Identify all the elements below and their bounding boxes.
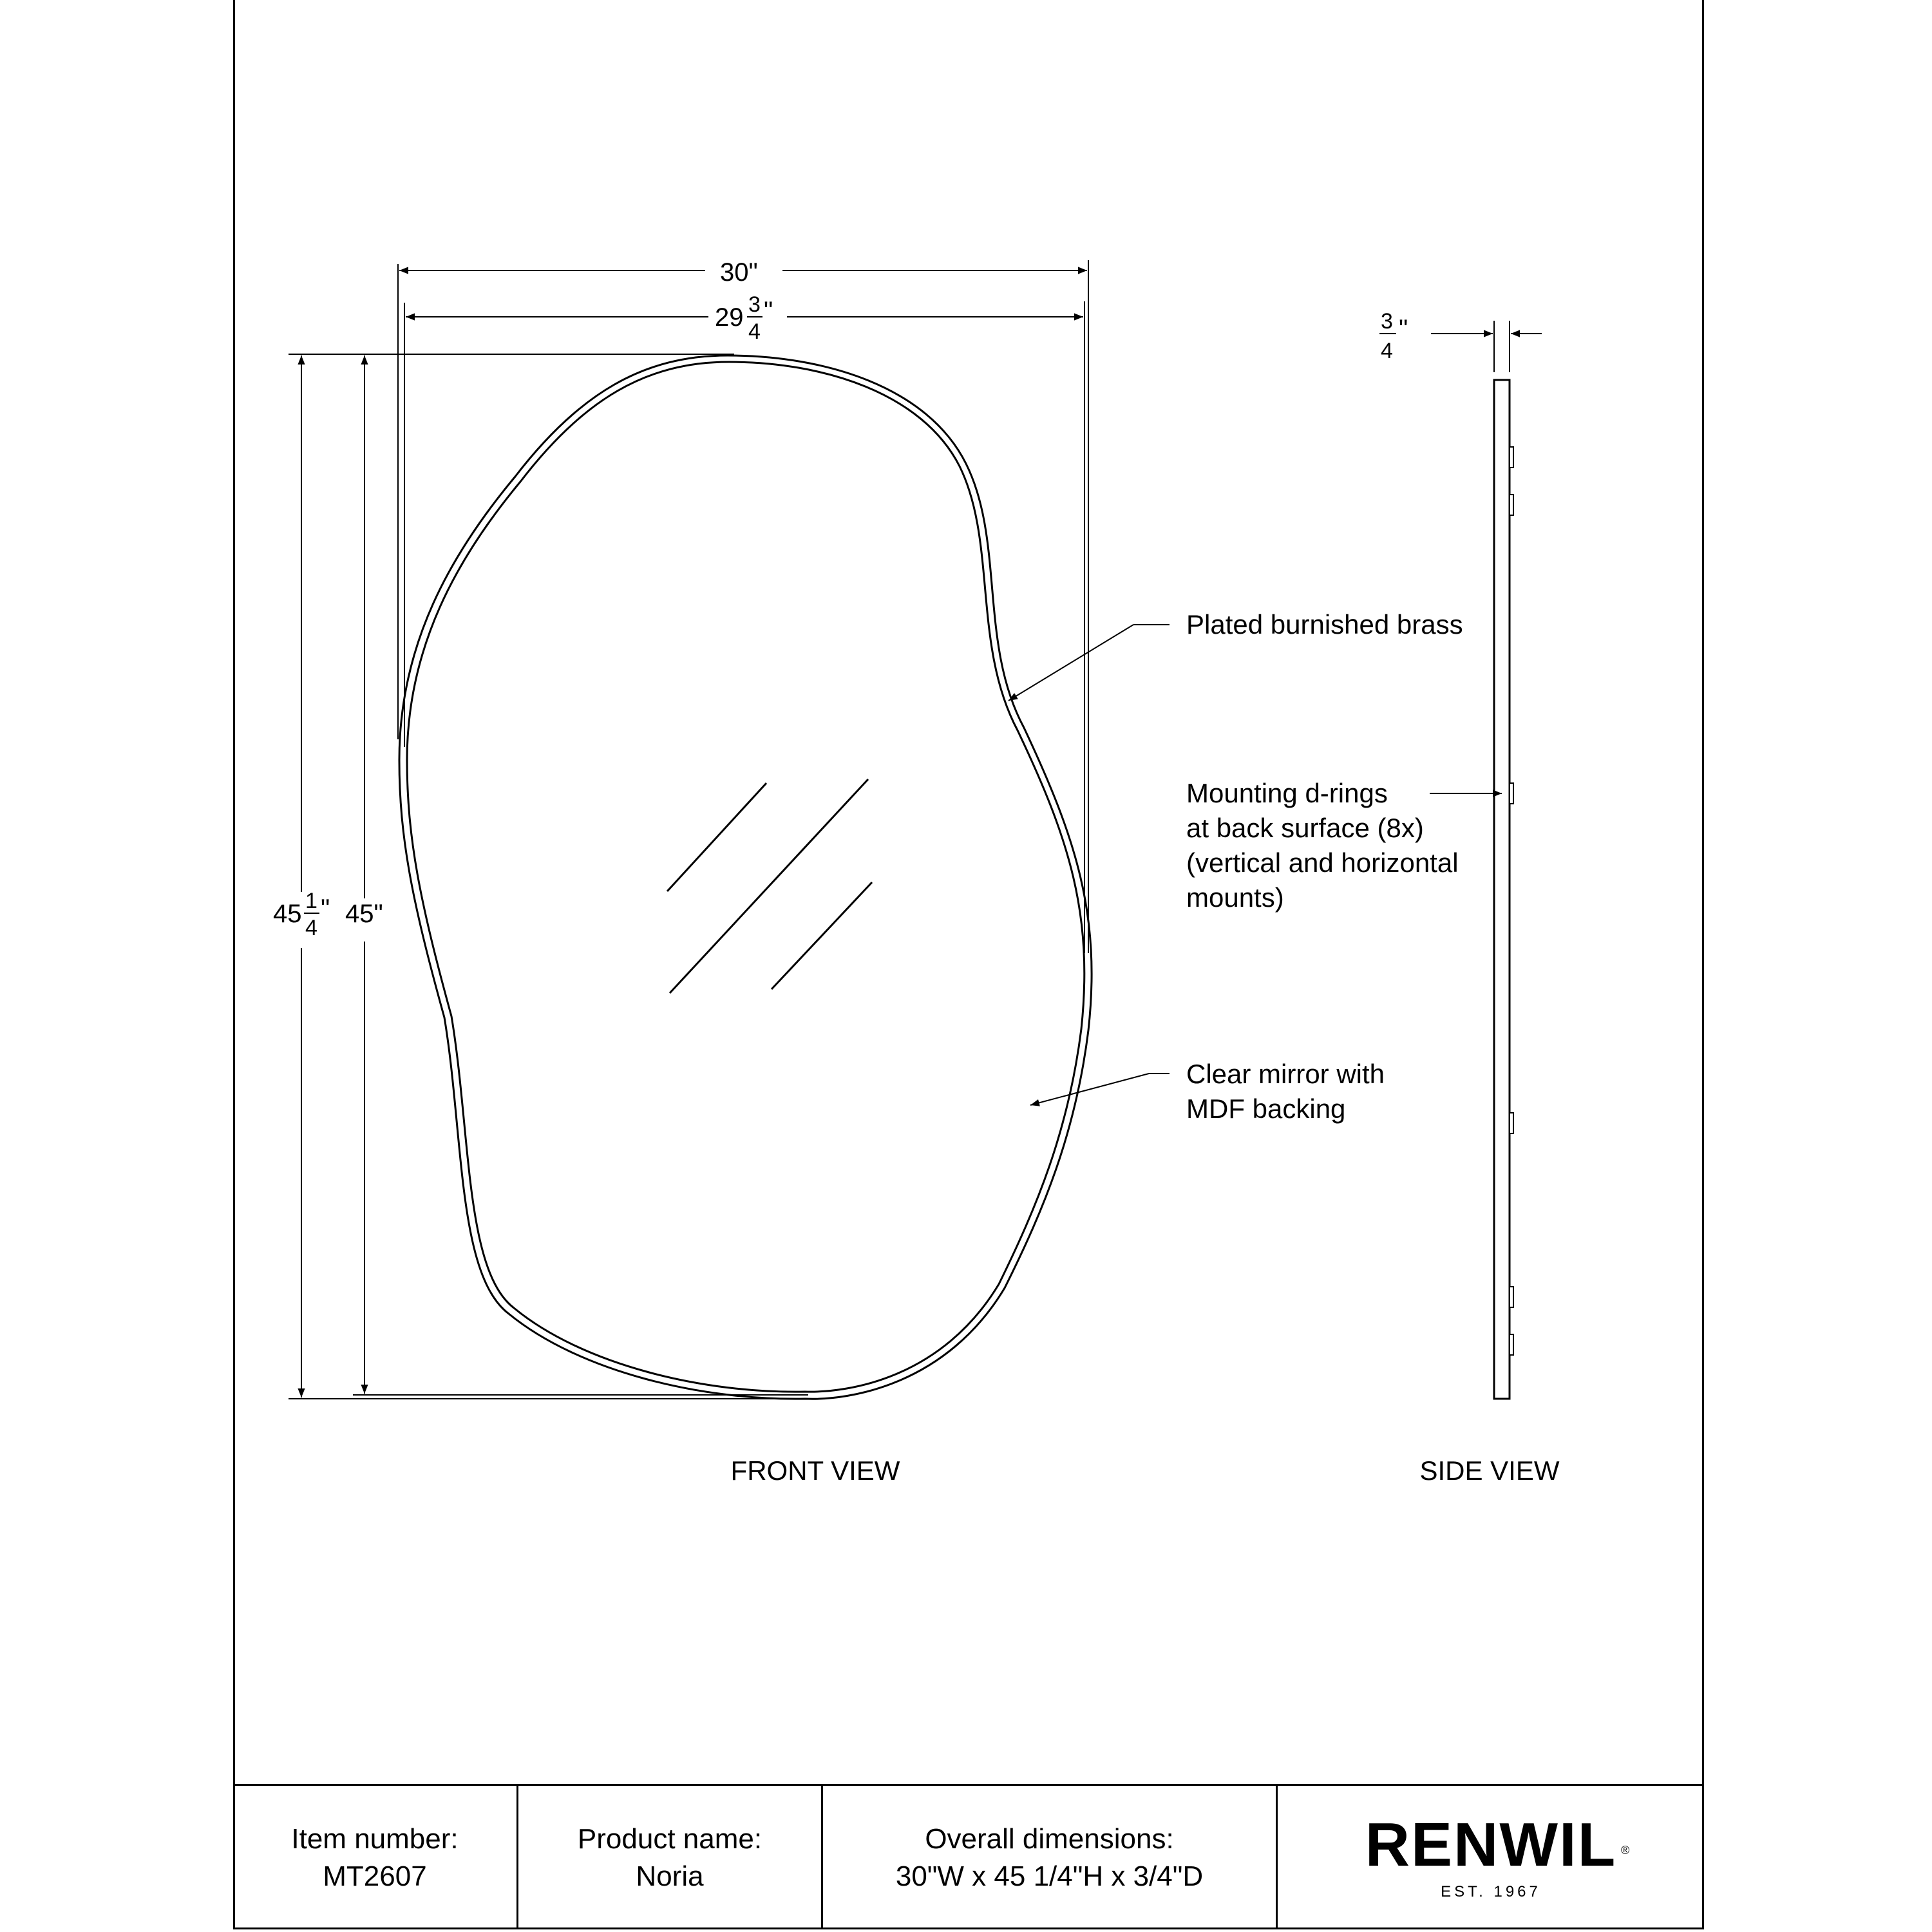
callout-frame-text: Plated burnished brass xyxy=(1186,609,1463,639)
registered-mark: ® xyxy=(1621,1843,1631,1857)
item-number-label: Item number: xyxy=(291,1823,459,1855)
side-view-panel xyxy=(1494,380,1510,1399)
item-number-cell xyxy=(233,1786,518,1929)
d-ring xyxy=(1510,1113,1513,1133)
depth-unit: " xyxy=(1399,315,1408,343)
width-inner-denominator: 4 xyxy=(748,319,761,344)
product-name-label: Product name: xyxy=(577,1823,762,1855)
brand-wordmark: RENWIL xyxy=(1365,1810,1617,1879)
reflection-line xyxy=(670,779,868,993)
reflection-line xyxy=(667,783,766,891)
overall-dimensions-cell xyxy=(823,1786,1278,1929)
d-ring xyxy=(1510,1287,1513,1307)
overall-dimensions-value: 30"W x 45 1/4"H x 3/4"D xyxy=(895,1860,1204,1892)
product-name-cell xyxy=(518,1786,823,1929)
d-ring xyxy=(1510,447,1513,468)
callout-frame xyxy=(1009,609,1463,701)
item-number-value: MT2607 xyxy=(323,1860,427,1892)
width-inner-numerator: 3 xyxy=(748,292,761,317)
d-ring xyxy=(1510,495,1513,515)
dimension-height-inner xyxy=(345,355,383,1394)
title-block xyxy=(233,1784,1704,1929)
d-ring xyxy=(1510,783,1513,804)
height-outer-whole: 45 xyxy=(273,900,302,928)
overall-dimensions-label: Overall dimensions: xyxy=(925,1823,1174,1855)
height-outer-unit: " xyxy=(321,895,330,923)
front-view-label: FRONT VIEW xyxy=(730,1455,900,1486)
dimension-width-outer xyxy=(399,258,1087,287)
width-outer-label: 30" xyxy=(720,258,758,287)
glass-reflection-lines xyxy=(667,779,872,993)
mirror-outer-edge xyxy=(399,355,1092,1399)
mirror-outline xyxy=(399,355,1092,1399)
brand-cell xyxy=(1278,1786,1704,1929)
height-outer-denominator: 4 xyxy=(305,916,317,940)
side-view-label: SIDE VIEW xyxy=(1419,1455,1560,1486)
side-view-profile xyxy=(1494,380,1513,1399)
callout-d-rings-line-4: mounts) xyxy=(1186,882,1284,913)
depth-denominator: 4 xyxy=(1381,339,1393,363)
brand-logo xyxy=(1365,1810,1631,1879)
reflection-line xyxy=(772,882,872,989)
width-inner-unit: " xyxy=(764,297,773,325)
height-inner-label: 45" xyxy=(345,900,383,928)
callout-d-rings-line-3: (vertical and horizontal xyxy=(1186,848,1459,878)
callout-d-rings xyxy=(1186,778,1502,913)
depth-numerator: 3 xyxy=(1381,309,1393,334)
d-ring xyxy=(1510,1334,1513,1355)
callout-d-rings-line-2: at back surface (8x) xyxy=(1186,813,1424,843)
brand-tagline: EST. 1967 xyxy=(1441,1882,1541,1900)
height-outer-numerator: 1 xyxy=(305,889,317,913)
extension-lines xyxy=(289,260,1088,1399)
dimension-height-outer xyxy=(273,355,330,1397)
callout-mirror-line-2: MDF backing xyxy=(1186,1094,1346,1124)
width-inner-whole: 29 xyxy=(715,303,744,332)
callout-d-rings-line-1: Mounting d-rings xyxy=(1186,778,1388,808)
dimension-depth xyxy=(1379,309,1542,372)
callout-mirror xyxy=(1030,1059,1385,1124)
callout-mirror-line-1: Clear mirror with xyxy=(1186,1059,1385,1089)
dimension-width-inner xyxy=(406,292,1083,344)
product-name-value: Noria xyxy=(636,1860,704,1892)
